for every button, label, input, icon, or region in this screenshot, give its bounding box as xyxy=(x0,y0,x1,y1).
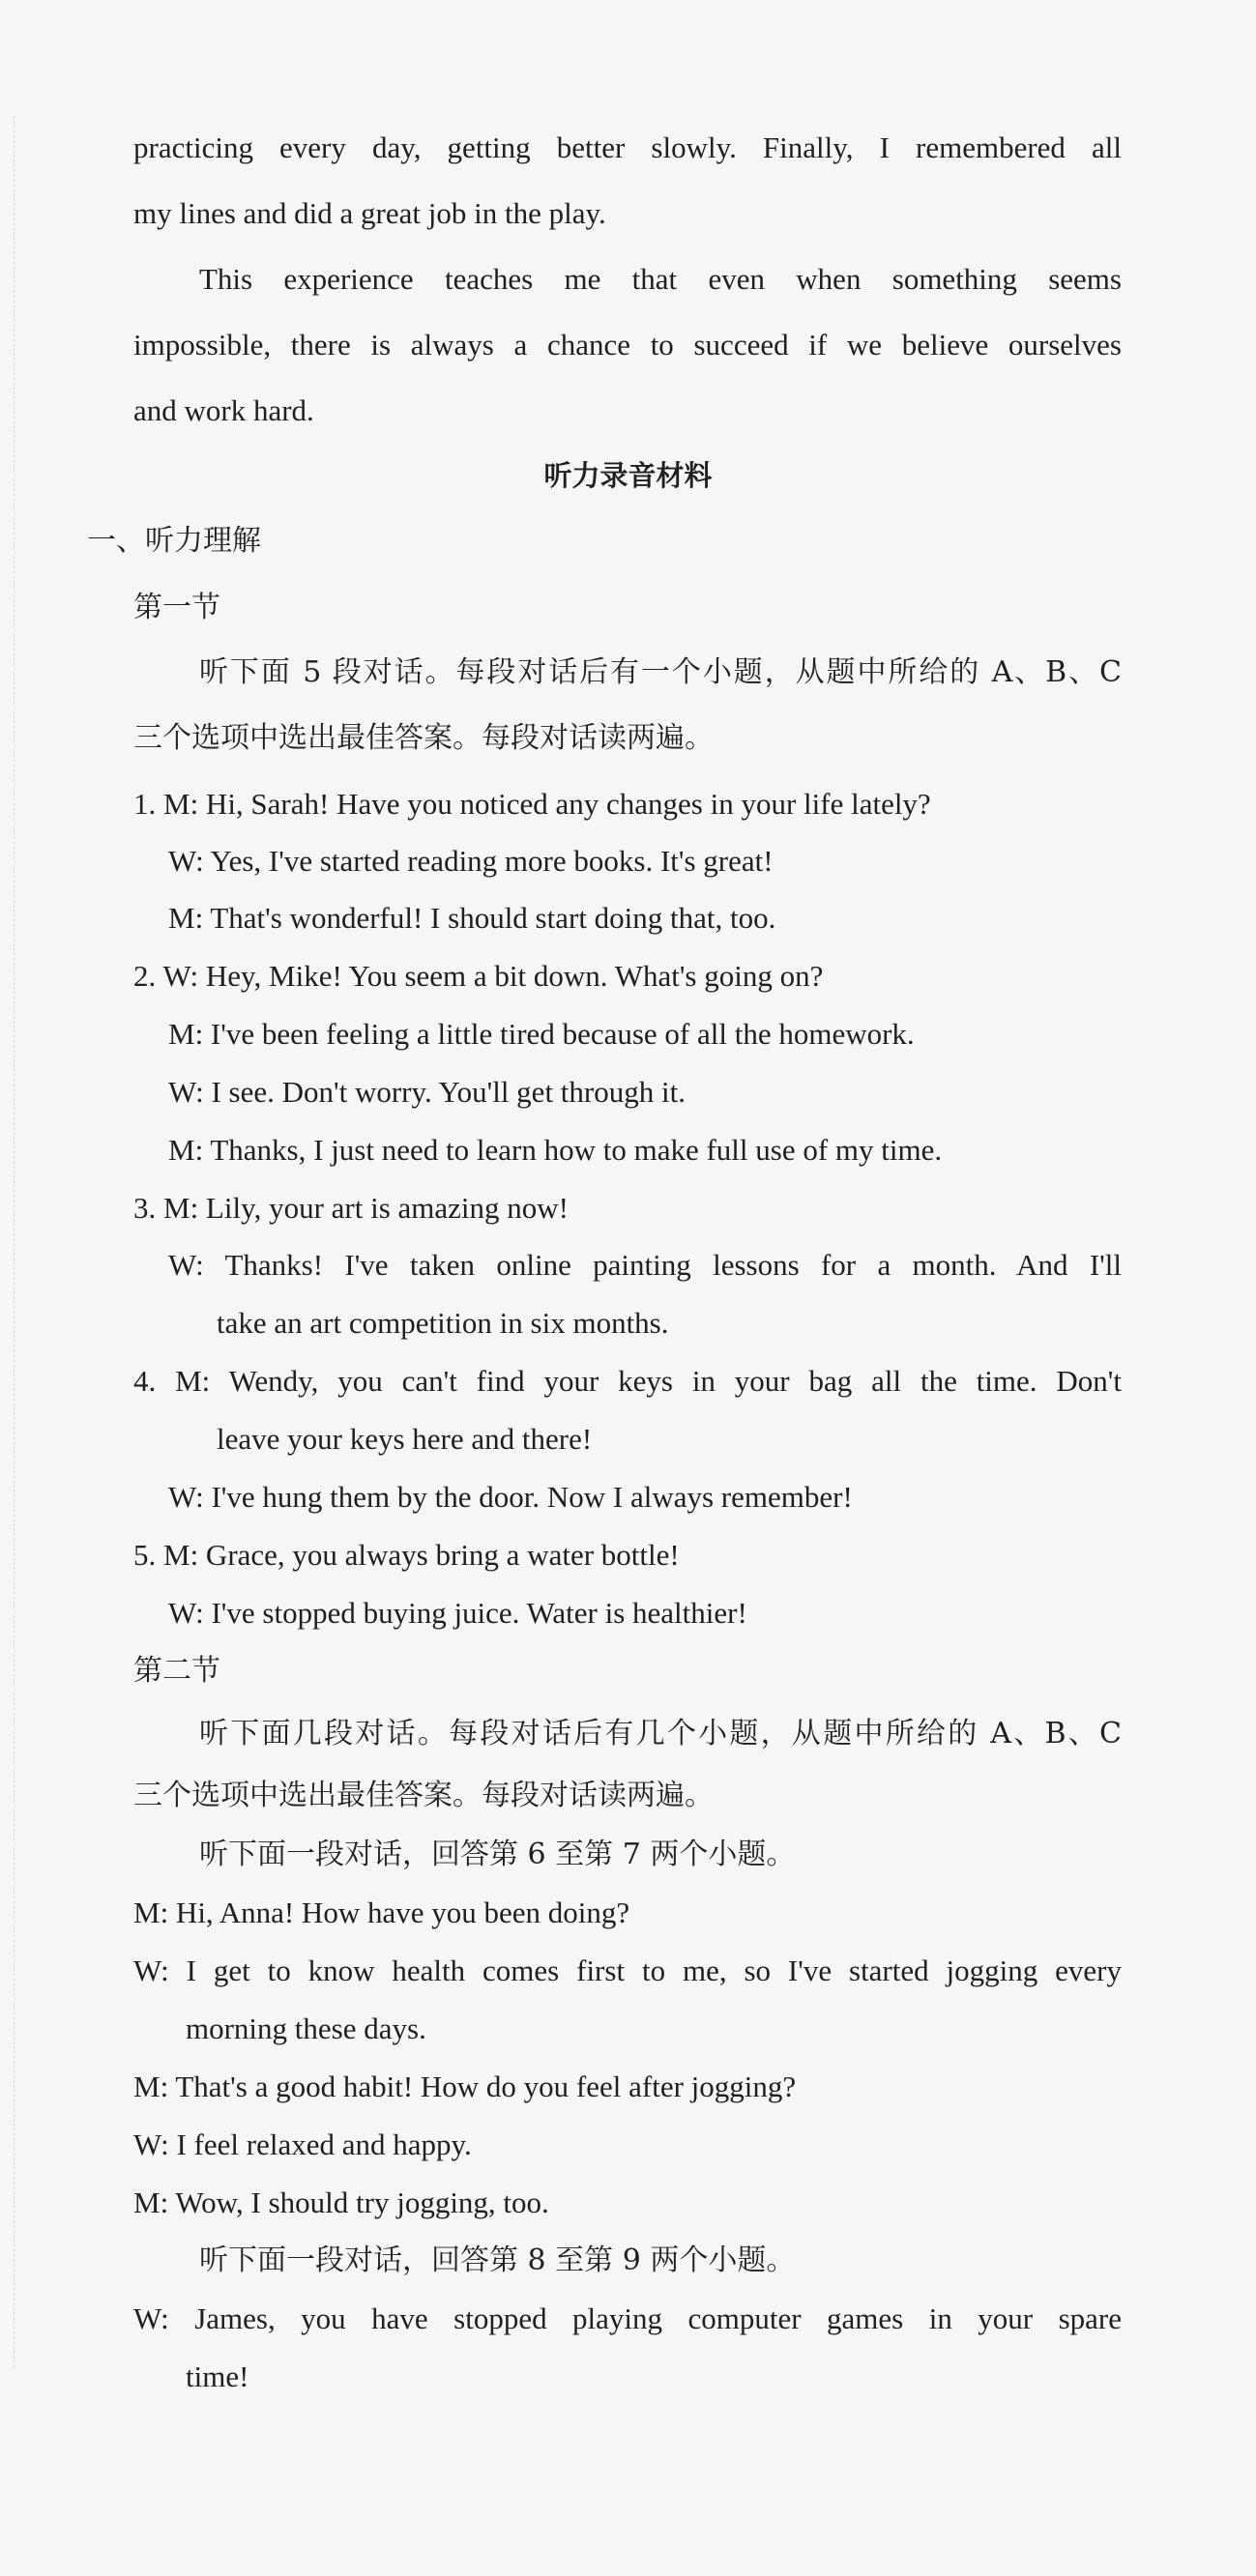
dialogue-line: W: I've hung them by the door. Now I always remember! xyxy=(168,1480,853,1514)
dialogue8-intro: 听下面一段对话，回答第 8 至第 9 两个小题。 xyxy=(199,2243,796,2277)
dialogue-line: W: Yes, I've started reading more books. It's great! xyxy=(168,844,774,878)
dialogue-line: take an art competition in six months. xyxy=(217,1306,669,1340)
dialogue-line: M: I've been feeling a little tired because of all the homework. xyxy=(168,1017,915,1051)
part-one-heading: 一、听力理解 xyxy=(87,524,261,558)
dialogue-line: 4. M: Wendy, you can't find your keys in your bag all the time. Don't xyxy=(133,1364,1122,1398)
dialogue-line: W: Thanks! I've taken online painting lessons for a month. And I'll xyxy=(168,1248,1122,1282)
essay-line-1: practicing every day, getting better slowly. Finally, I remembered all xyxy=(133,130,1122,164)
dialogue-line: 5. M: Grace, you always bring a water bottle! xyxy=(133,1538,680,1572)
dialogue-line: time! xyxy=(186,2359,249,2393)
dialogue-line: M: Wow, I should try jogging, too. xyxy=(133,2185,549,2219)
dialogue-line: W: I get to know health comes first to me, so I've started jogging every xyxy=(133,1954,1122,1987)
dialogue-line: W: I feel relaxed and happy. xyxy=(133,2127,472,2161)
section2-label: 第二节 xyxy=(133,1654,220,1688)
dialogue-line: M: That's a good habit! How do you feel after jogging? xyxy=(133,2069,797,2103)
dialogue-line: M: Hi, Anna! How have you been doing? xyxy=(133,1896,630,1929)
section1-instruction-2: 三个选项中选出最佳答案。每段对话读两遍。 xyxy=(133,721,714,755)
dialogue-line: 3. M: Lily, your art is amazing now! xyxy=(133,1191,569,1225)
dialogue6-intro: 听下面一段对话，回答第 6 至第 7 两个小题。 xyxy=(199,1838,796,1871)
essay-line-2: my lines and did a great job in the play. xyxy=(133,196,606,230)
essay-line-5: and work hard. xyxy=(133,393,314,427)
section2-instruction-1: 听下面几段对话。每段对话后有几个小题，从题中所给的 A、B、C xyxy=(199,1717,1122,1751)
dialogue-line: M: That's wonderful! I should start doing that, too. xyxy=(168,901,776,935)
dialogue-line: leave your keys here and there! xyxy=(217,1422,593,1456)
dialogue-line: W: James, you have stopped playing computer games in your spare xyxy=(133,2301,1122,2335)
section1-instruction-1: 听下面 5 段对话。每段对话后有一个小题，从题中所给的 A、B、C xyxy=(199,655,1122,689)
dialogue-line: W: I see. Don't worry. You'll get through it. xyxy=(168,1075,686,1109)
dialogue-line: 2. W: Hey, Mike! You seem a bit down. What's going on? xyxy=(133,959,824,993)
section-title: 听力录音材料 xyxy=(543,459,713,492)
dialogue-line: 1. M: Hi, Sarah! Have you noticed any changes in your life lately? xyxy=(133,787,931,821)
section1-label: 第一节 xyxy=(133,591,220,624)
essay-line-4: impossible, there is always a chance to succeed if we believe ourselves xyxy=(133,328,1122,362)
essay-line-3: This experience teaches me that even when something seems xyxy=(199,262,1122,296)
dialogue-line: morning these days. xyxy=(186,2012,426,2045)
dialogue-line: W: I've stopped buying juice. Water is healthier! xyxy=(168,1596,747,1630)
dialogue-line: M: Thanks, I just need to learn how to make full use of my time. xyxy=(168,1133,943,1167)
section2-instruction-2: 三个选项中选出最佳答案。每段对话读两遍。 xyxy=(133,1779,714,1812)
page-edge-line xyxy=(14,116,15,2368)
